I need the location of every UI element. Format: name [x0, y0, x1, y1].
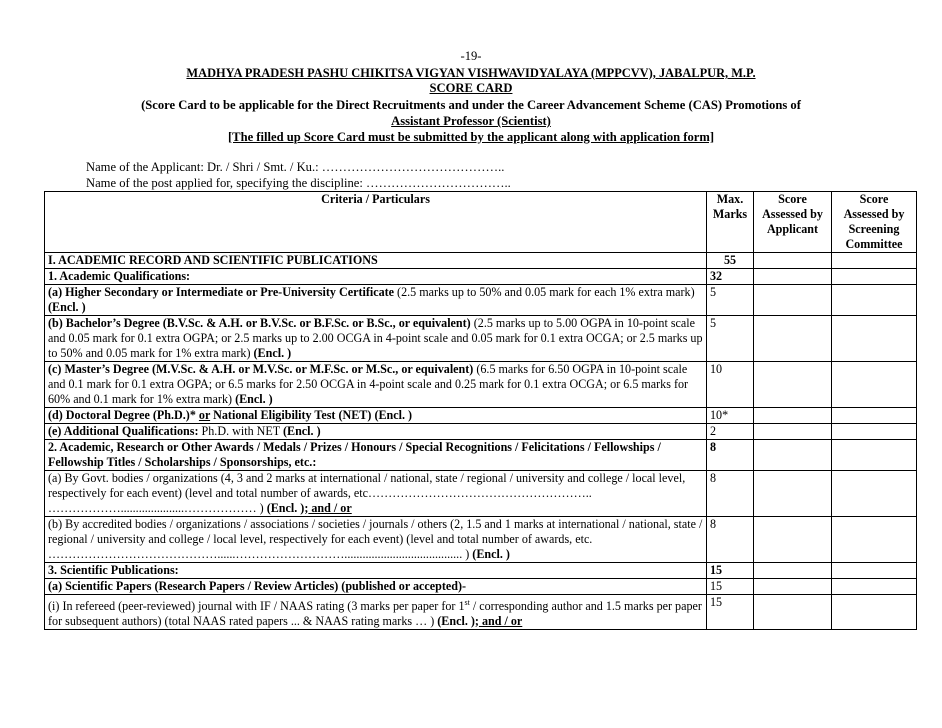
- table-row: [45, 579, 917, 595]
- table-row: [45, 517, 917, 563]
- committee-score-header: [832, 192, 917, 253]
- committee-header-line: Assessed by: [843, 207, 905, 221]
- max-marks-cell: 5: [707, 316, 754, 362]
- criteria-heading: (d) Doctoral Degree (Ph.D.)*: [48, 408, 196, 422]
- max-marks-cell: 10*: [707, 408, 754, 424]
- enclosure-ref: (Encl. ): [253, 346, 292, 360]
- criteria-detail: / corresponding author and 1.5 marks per paper for subsequent authors) (total NAAS rated papers ... & NAAS rating marks … ): [48, 599, 702, 629]
- table-row: [45, 285, 917, 316]
- criteria-cell: [45, 517, 707, 563]
- max-marks-cell: 15: [707, 579, 754, 595]
- committee-header-line: Score: [859, 192, 889, 206]
- committee-score-cell[interactable]: [832, 408, 917, 424]
- max-marks-header: [707, 192, 754, 253]
- applicant-score-cell[interactable]: [754, 471, 832, 517]
- criteria-heading: (c) Master’s Degree (M.V.Sc. & A.H. or M.V.Sc. or M.F.Sc. or M.Sc., or equivalent): [48, 362, 474, 376]
- and-or-connector: and / or: [478, 614, 523, 629]
- criteria-header: Criteria / Particulars: [45, 192, 707, 253]
- committee-score-cell[interactable]: [832, 316, 917, 362]
- applicant-score-cell[interactable]: [754, 253, 832, 269]
- submission-instruction: [The filled up Score Card must be submitted by the applicant along with application form]: [227, 130, 715, 144]
- committee-score-cell[interactable]: [832, 595, 917, 630]
- enclosure-ref: (Encl. ): [374, 408, 413, 422]
- applicant-score-cell[interactable]: [754, 269, 832, 285]
- applicant-score-cell[interactable]: [754, 424, 832, 440]
- criteria-detail: Ph.D. with NET: [198, 424, 283, 438]
- criteria-cell: [45, 316, 707, 362]
- applicant-score-cell[interactable]: [754, 285, 832, 316]
- table-row: [45, 424, 917, 440]
- criteria-detail: (2.5 marks up to 5.00 OGPA in 10-point scale and 0.05 mark for 0.1 extra OGPA; or 2.5 marks up to 2.00 OCGA in 4-point scale and 0.05 mark for 0.1 extra OCGA; or 2.5 marks up to 50% and 0.05 mark for 1% extra mark): [48, 316, 703, 360]
- committee-score-cell[interactable]: [832, 269, 917, 285]
- max-marks-cell: 8: [707, 471, 754, 517]
- document-title: SCORE CARD: [429, 81, 513, 95]
- committee-score-cell[interactable]: [832, 285, 917, 316]
- and-or-connector: and / or: [308, 501, 352, 515]
- table-row: [45, 471, 917, 517]
- applicant-score-cell[interactable]: [754, 563, 832, 579]
- max-marks-cell: 15: [707, 563, 754, 579]
- criteria-cell: [45, 471, 707, 517]
- committee-score-cell[interactable]: [832, 579, 917, 595]
- table-row: [45, 316, 917, 362]
- max-marks-header-line: Max.: [716, 192, 744, 206]
- applicant-score-header: [754, 192, 832, 253]
- criteria-detail: (a) By Govt. bodies / organizations (4, 3 and 2 marks at international / national, state / regional / university and college / local level, respectively for each event) (level and total number of awards, etc……………………………………………….. ……………….....................……………… ): [48, 471, 686, 515]
- applicant-name-label: Name of the Applicant: Dr. / Shri / Smt. / Ku.: ……………………………………..: [86, 160, 505, 174]
- criteria-detail: (2.5 marks up to 50% and 0.05 mark for each 1% extra mark): [394, 285, 695, 299]
- criteria-detail: (i) In refereed (peer-reviewed) journal with IF / NAAS rating (3 marks per paper for 1: [48, 599, 465, 614]
- max-marks-cell: 8: [707, 440, 754, 471]
- criteria-detail: (6.5 marks for 6.50 OGPA in 10-point scale and 0.1 mark for 0.1 extra OGPA; or 6.5 marks for 2.50 OCGA in 4-point scale and 0.25 mark for 0.1 extra OCGA; or 6.5 marks for 60% and 0.1 mark for 1% extra mark): [48, 362, 689, 406]
- committee-score-cell[interactable]: [832, 440, 917, 471]
- or-connector: or: [198, 408, 211, 422]
- enclosure-ref: (Encl. );: [437, 614, 479, 629]
- max-marks-cell: 15: [707, 595, 754, 630]
- criteria-cell: [45, 362, 707, 408]
- criteria-heading: (b) Bachelor’s Degree (B.V.Sc. & A.H. or B.V.Sc. or B.F.Sc. or B.Sc., or equivalent): [48, 316, 471, 330]
- criteria-cell: [45, 424, 707, 440]
- applicant-score-cell[interactable]: [754, 517, 832, 563]
- page-number: -19-: [460, 49, 482, 63]
- table-row: [45, 595, 917, 630]
- criteria-heading: National Eligibility Test (NET): [210, 408, 375, 422]
- table-row: [45, 440, 917, 471]
- applicant-score-cell[interactable]: [754, 579, 832, 595]
- applicant-score-cell[interactable]: [754, 408, 832, 424]
- applicant-header-line: Assessed by: [762, 207, 823, 221]
- applicant-header-line: Score: [778, 192, 807, 206]
- max-marks-cell: 10: [707, 362, 754, 408]
- committee-score-cell[interactable]: [832, 517, 917, 563]
- post-applied-label: Name of the post applied for, specifying the discipline: ……………………………..: [86, 176, 511, 190]
- applicant-score-cell[interactable]: [754, 316, 832, 362]
- superscript-st: st: [464, 598, 470, 607]
- score-card-table: [44, 191, 917, 630]
- table-row: [45, 269, 917, 285]
- subtitle-line-1: (Score Card to be applicable for the Direct Recruitments and under the Career Advancement Scheme (CAS) Promotions of: [141, 98, 801, 112]
- max-marks-header-line: Marks: [712, 207, 748, 221]
- max-marks-cell: 2: [707, 424, 754, 440]
- enclosure-ref: (Encl. ): [48, 300, 86, 314]
- max-marks-cell: 5: [707, 285, 754, 316]
- criteria-detail: (b) By accredited bodies / organizations / associations / societies / journals / others (2, 1.5 and 1 marks at international / national, state / regional / university and college / local level, respectively for each event) (level and total number of awards, etc. ……………………………………......………………………....................................... ): [48, 517, 703, 561]
- criteria-cell: 1. Academic Qualifications:: [45, 269, 707, 285]
- subtitle-line-2: Assistant Professor (Scientist): [391, 114, 551, 128]
- enclosure-ref: (Encl. ): [472, 547, 510, 561]
- applicant-score-cell[interactable]: [754, 440, 832, 471]
- committee-score-cell[interactable]: [832, 362, 917, 408]
- criteria-cell: [45, 595, 707, 630]
- table-row: [45, 563, 917, 579]
- criteria-cell: (a) Scientific Papers (Research Papers / Review Articles) (published or accepted)-: [45, 579, 707, 595]
- committee-score-cell[interactable]: [832, 471, 917, 517]
- criteria-cell: 2. Academic, Research or Other Awards / Medals / Prizes / Honours / Special Recognitions / Felicitations / Fellowships / Fellowship Titles / Scholarships / Sponsorships, etc.:: [45, 440, 707, 471]
- committee-score-cell[interactable]: [832, 253, 917, 269]
- criteria-cell: 3. Scientific Publications:: [45, 563, 707, 579]
- enclosure-ref: (Encl. ): [235, 392, 273, 406]
- max-marks-cell: 55: [707, 253, 754, 269]
- enclosure-ref: (Encl. );: [266, 501, 309, 515]
- table-row: [45, 408, 917, 424]
- criteria-cell: I. ACADEMIC RECORD AND SCIENTIFIC PUBLICATIONS: [45, 253, 707, 269]
- table-row: [45, 253, 917, 269]
- criteria-cell: [45, 285, 707, 316]
- enclosure-ref: (Encl. ): [282, 424, 321, 438]
- max-marks-cell: 32: [707, 269, 754, 285]
- applicant-score-cell[interactable]: [754, 362, 832, 408]
- applicant-header-line: Applicant: [766, 222, 819, 236]
- committee-header-line: Screening: [848, 222, 900, 236]
- table-row: [45, 362, 917, 408]
- university-title: MADHYA PRADESH PASHU CHIKITSA VIGYAN VISHWAVIDYALAYA (MPPCVV), JABALPUR, M.P.: [186, 66, 756, 80]
- committee-score-cell[interactable]: [832, 563, 917, 579]
- applicant-score-cell[interactable]: [754, 595, 832, 630]
- criteria-heading: (e) Additional Qualifications:: [48, 424, 199, 438]
- committee-header-line: Committee: [845, 237, 903, 251]
- max-marks-cell: 8: [707, 517, 754, 563]
- committee-score-cell[interactable]: [832, 424, 917, 440]
- table-header-row: [45, 192, 917, 253]
- criteria-cell: [45, 408, 707, 424]
- criteria-heading: (a) Higher Secondary or Intermediate or Pre-University Certificate: [48, 285, 395, 299]
